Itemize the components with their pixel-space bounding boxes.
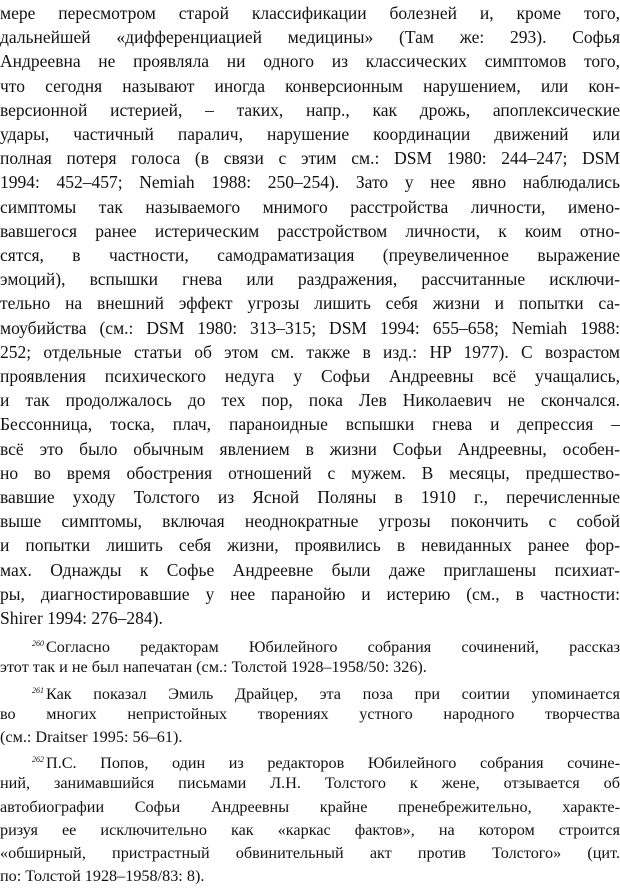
text-line: моубийства (см.: DSM 1980: 313–315; DSM 1994: 655–658; Nemiah 1988: bbox=[0, 317, 620, 338]
text-line: проявления психического недуга у Софьи Андреевны всё учащались, bbox=[0, 366, 620, 386]
text-line: 252; отдельные статьи об этом см. также в изд.: HP 1977). С возрастом bbox=[0, 341, 620, 362]
text-line: и так продолжалось до тех пор, пока Лев Николаевич не скончался. bbox=[0, 390, 620, 411]
footnote-line: ний, занимавшийся письмами Л.Н. Толстого к жене, отзывается об bbox=[0, 774, 620, 793]
footnote-text: Как показал Эмиль Драйцер, эта поза при соитии упоминается bbox=[46, 684, 620, 703]
footnote-line bbox=[32, 678, 620, 704]
footnote-line: автобиографии Софьи Андреевны крайне пренебрежительно, характе- bbox=[0, 797, 620, 816]
text-line: сятся, в частности, самодраматизация (преувеличенное выражение bbox=[0, 245, 620, 265]
text-line: 1994: 452–457; Nemiah 1988: 250–254). Зато у нее явно наблюдались bbox=[0, 172, 620, 193]
text-line: но во время обострения отношений с мужем. В месяцы, предшество- bbox=[0, 462, 620, 483]
footnote-number: 261 bbox=[32, 685, 44, 695]
text-line: версионной истерией, – таких, напр., как дрожь, апоплексические bbox=[0, 99, 620, 120]
text-line: удары, частичный паралич, нарушение координации движений или bbox=[0, 124, 620, 144]
footnote-line: этот так и не был напечатан (см.: Толстой 1928–1958/50: 326). bbox=[0, 658, 427, 677]
text-line: дальнейшей «дифференциацией медицины» (Там же: 293). Софья bbox=[0, 27, 620, 48]
footnote-line: по: Толстой 1928–1958/83: 8). bbox=[0, 867, 205, 886]
text-line: эмоций), вспышки гнева или раздражения, рассчитанные исключи- bbox=[0, 269, 620, 290]
footnote-line bbox=[32, 747, 620, 773]
text-line: ры, диагностировавшие у нее паранойю и истерию (см., в частности: bbox=[0, 583, 620, 604]
footnote-line: (см.: Draitser 1995: 56–61). bbox=[0, 728, 183, 746]
text-line: всё это было обычным явлением в жизни Софьи Андреевны, особен- bbox=[0, 438, 620, 459]
footnote-line bbox=[32, 631, 620, 657]
text-line: вавшие уходу Толстого из Ясной Поляны в 1910 г., перечисленные bbox=[0, 487, 620, 507]
footnote-text: Согласно редакторам Юбилейного собрания сочинений, рассказ bbox=[46, 638, 620, 657]
text-line: Андреевна не проявляла ни одного из классических симптомов того, bbox=[0, 51, 620, 72]
text-line: Бессонница, тоска, плач, параноидные вспышки гнева и депрессия – bbox=[0, 414, 620, 435]
footnote-number: 262 bbox=[32, 755, 44, 765]
text-line: симптомы так называемого мнимого расстройства личности, имено- bbox=[0, 196, 620, 217]
text-line: что сегодня называют иногда конверсионным нарушением, или кон- bbox=[0, 75, 620, 96]
text-line: выше симптомы, включая неоднократные угрозы покончить с собой bbox=[0, 511, 620, 532]
footnote-line: во многих непристойных творениях устного народного творчества bbox=[0, 704, 620, 723]
footnote-line: «обширный, пристрастный обвинительный акт против Толстого» (цит. bbox=[0, 844, 620, 862]
footnote-text: П.С. Попов, один из редакторов Юбилейного собрания сочине- bbox=[46, 754, 620, 773]
text-line: мере пересмотром старой классификации болезней и, кроме того, bbox=[0, 3, 620, 23]
text-line: полная потеря голоса (в связи с этим см.: DSM 1980: 244–247; DSM bbox=[0, 148, 620, 169]
text-line: и попытки лишить себя жизни, проявились в невиданных ранее фор- bbox=[0, 535, 620, 556]
footnote-line: ризуя ее исключительно как «каркас фактов», на котором строится bbox=[0, 820, 620, 839]
text-line: Shirer 1994: 276–284). bbox=[0, 608, 163, 628]
text-line: тельно на внешний эффект угрозы лишить себя жизни и попытки са- bbox=[0, 293, 620, 314]
text-line: мах. Однажды к Софье Андреевне были даже приглашены психиат- bbox=[0, 559, 620, 580]
footnote-number: 260 bbox=[32, 639, 44, 649]
text-line: вавшегося ранее истерическим расстройством личности, к коим отно- bbox=[0, 220, 620, 241]
